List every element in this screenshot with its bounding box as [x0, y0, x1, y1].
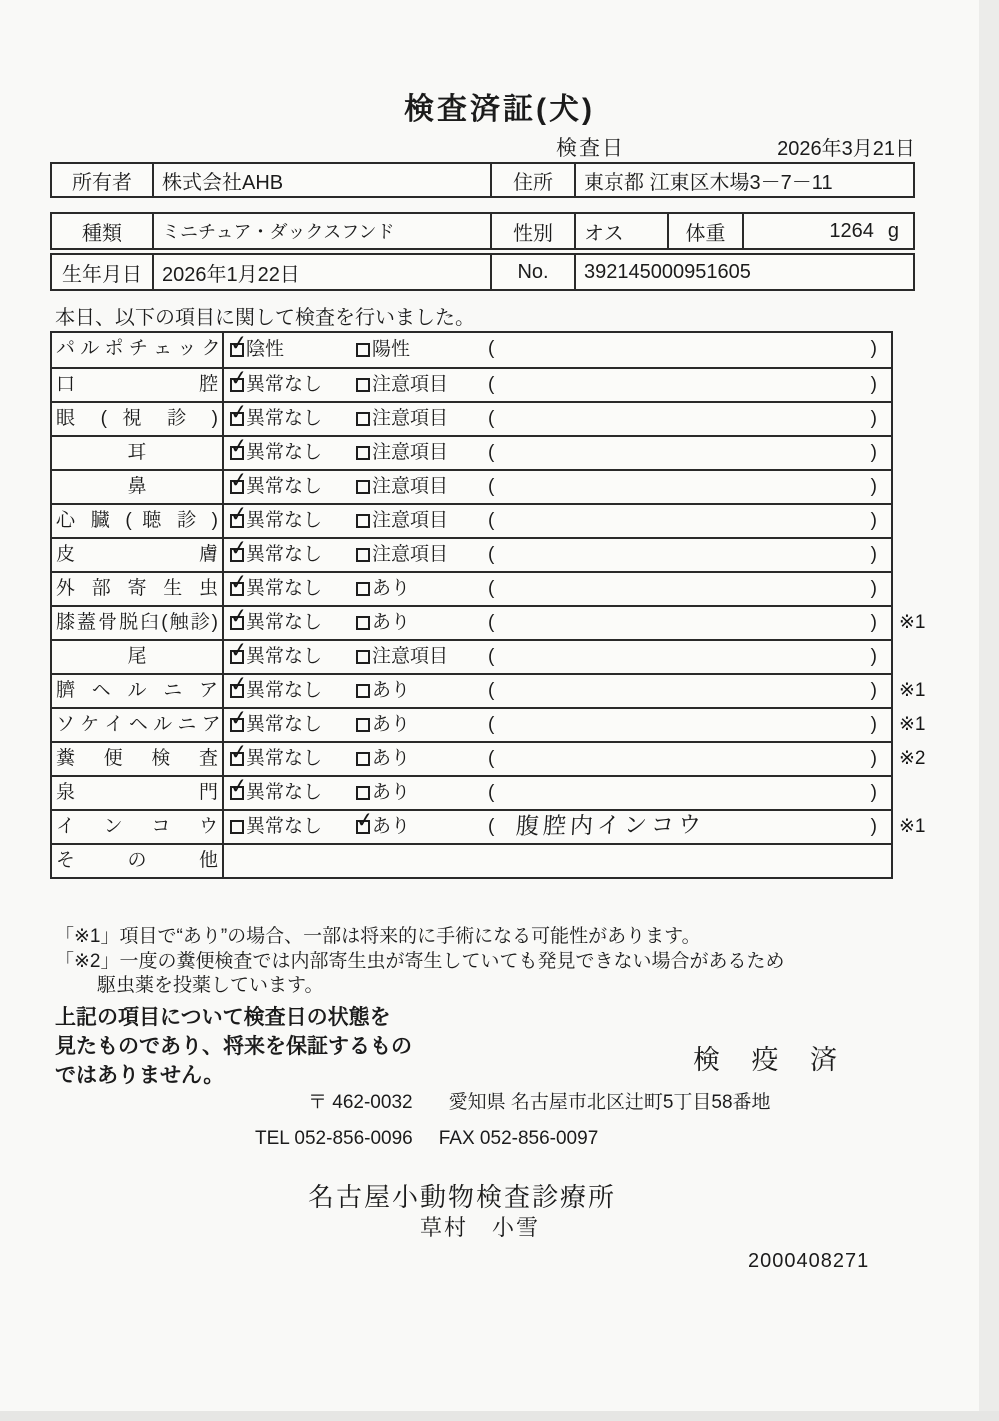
exam-option-2 — [356, 333, 410, 367]
exam-option-2 — [356, 777, 410, 809]
paren-open: ( — [488, 714, 495, 735]
footnote-2-continuation: 駆虫薬を投薬しています。 — [97, 975, 324, 996]
checkbox-icon — [356, 752, 370, 766]
exam-item-label: 鼻 — [52, 471, 224, 503]
owner-value: 株式会社AHB — [152, 164, 490, 196]
owner-label: 所有者 — [72, 171, 132, 194]
exam-item-label: そ の 他 — [52, 845, 224, 877]
exam-item-label: 外 部 寄 生 虫 — [52, 573, 224, 605]
checkbox-icon — [228, 638, 249, 664]
checkbox-icon — [228, 672, 249, 698]
exam-row — [52, 367, 891, 401]
exam-row-content — [224, 536, 891, 571]
check-mark-icon: ✓ — [228, 604, 249, 629]
row-note: ※1 — [899, 816, 926, 837]
paren-open: ( — [488, 578, 495, 599]
exam-row — [52, 843, 891, 877]
exam-row — [52, 775, 891, 809]
exam-option-2-label: 注意項目 — [372, 510, 449, 531]
paren-open: ( — [488, 442, 495, 463]
exam-table — [50, 331, 926, 879]
disclaimer — [55, 1003, 412, 1090]
exam-row — [52, 435, 891, 469]
exam-option-1-label: 異常なし — [246, 816, 323, 837]
checkbox-icon — [356, 616, 370, 630]
exam-option-2-label: 注意項目 — [372, 476, 449, 497]
exam-row-content — [224, 570, 891, 605]
disclaimer-line-1: 上記の項目について検査日の状態を — [55, 1006, 391, 1029]
paren-close: ) — [870, 646, 877, 667]
exam-option-2-label: あり — [372, 680, 411, 701]
intro-statement: 本日、以下の項目に関して検査を行いました。 — [55, 307, 475, 329]
check-mark-icon: ✓ — [228, 434, 249, 459]
paren-open: ( — [488, 816, 495, 837]
check-mark-icon: ✓ — [228, 638, 249, 663]
footnote-2: 「※2」一度の糞便検査では内部寄生虫が寄生していても発見できない場合があるため — [55, 951, 785, 972]
exam-row — [52, 808, 926, 843]
paren-open: ( — [488, 544, 495, 565]
exam-option-1 — [230, 811, 322, 843]
exam-item-label: 膝蓋骨脱臼(触診) — [52, 607, 224, 639]
clinic-address-line — [308, 1087, 771, 1114]
serial-number: 2000408271 — [748, 1250, 870, 1272]
paren-value: 腹腔内インコウ — [515, 811, 706, 839]
exam-option-1 — [228, 638, 323, 673]
paren-open: ( — [488, 476, 495, 497]
exam-row-content — [224, 774, 891, 809]
exam-row — [52, 537, 891, 571]
exam-option-2-label: 注意項目 — [372, 544, 449, 565]
checkbox-icon — [356, 650, 370, 664]
exam-row-content — [224, 333, 891, 367]
exam-row-content — [224, 400, 891, 435]
exam-option-2 — [356, 641, 448, 673]
checkbox-icon — [228, 774, 249, 800]
disclaimer-line-3: ではありません。 — [55, 1064, 225, 1087]
row-note: ※1 — [899, 680, 926, 701]
exam-item-label: ソ ケ イ ヘ ル ニ ア — [52, 709, 224, 741]
exam-option-2-label: 注意項目 — [372, 646, 449, 667]
checkbox-icon — [356, 684, 370, 698]
exam-row-content — [224, 604, 926, 639]
exam-option-2-label: 陽性 — [372, 339, 411, 360]
paren-close: ) — [870, 544, 877, 565]
exam-option-2-label: 注意項目 — [372, 408, 449, 429]
check-mark-icon: ✓ — [228, 740, 249, 765]
exam-item-label: イ ン コ ウ — [52, 811, 224, 843]
birthdate-row — [50, 253, 915, 291]
paren-open: ( — [488, 338, 495, 359]
check-mark-icon: ✓ — [228, 468, 249, 493]
checkbox-icon — [356, 718, 370, 732]
exam-option-1-label: 陰性 — [246, 339, 285, 360]
exam-option-1-label: 異常なし — [246, 374, 323, 395]
weight-cell — [742, 214, 913, 248]
check-mark-icon: ✓ — [354, 808, 375, 833]
breed-label: 種類 — [82, 222, 122, 245]
breed-row — [50, 212, 915, 250]
exam-option-1 — [228, 604, 323, 639]
exam-option-2 — [356, 505, 448, 537]
exam-option-1-label: 異常なし — [246, 680, 323, 701]
paren-close: ) — [870, 680, 877, 701]
checkbox-icon — [228, 604, 249, 630]
exam-row-content — [224, 434, 891, 469]
exam-option-1 — [228, 706, 323, 741]
disclaimer-line-2: 見たものであり、将来を保証するもの — [55, 1035, 412, 1058]
exam-item-label: 尾 — [52, 641, 224, 673]
weight-label: 体重 — [667, 214, 742, 248]
paren-close: ) — [870, 816, 877, 837]
check-mark-icon: ✓ — [228, 536, 249, 561]
checkbox-icon — [354, 808, 375, 834]
paren-close: ) — [870, 408, 877, 429]
scan-edge-bottom — [0, 1411, 999, 1421]
check-mark-icon: ✓ — [228, 331, 249, 356]
sex-label: 性別 — [490, 214, 574, 248]
paren-open: ( — [488, 408, 495, 429]
paren-open: ( — [488, 612, 495, 633]
checkbox-icon — [356, 480, 370, 494]
exam-option-1-label: 異常なし — [246, 612, 323, 633]
exam-row — [52, 571, 891, 605]
birthdate-value: 2026年1月22日 — [152, 255, 490, 289]
check-mark-icon: ✓ — [228, 400, 249, 425]
check-mark-icon: ✓ — [228, 774, 249, 799]
paren-open: ( — [488, 510, 495, 531]
owner-row — [50, 162, 915, 198]
exam-row — [52, 740, 926, 775]
exam-option-2 — [356, 607, 410, 639]
checkbox-icon — [356, 343, 370, 357]
exam-option-2 — [356, 403, 448, 435]
check-mark-icon: ✓ — [228, 366, 249, 391]
checkbox-icon — [356, 514, 370, 528]
clinic-address: 愛知県 名古屋市北区辻町5丁目58番地 — [448, 1092, 771, 1113]
paren-open: ( — [488, 374, 495, 395]
checkbox-icon — [230, 820, 244, 834]
checkbox-icon — [228, 502, 249, 528]
paren-open: ( — [488, 680, 495, 701]
exam-option-2-label: あり — [372, 612, 411, 633]
exam-option-1-label: 異常なし — [246, 782, 323, 803]
paren-close: ) — [870, 442, 877, 463]
exam-option-1-label: 異常なし — [246, 748, 323, 769]
exam-option-1-label: 異常なし — [246, 408, 323, 429]
exam-option-1-label: 異常なし — [246, 544, 323, 565]
row-note: ※1 — [899, 612, 926, 633]
row-note: ※2 — [899, 748, 926, 769]
row-note: ※1 — [899, 714, 926, 735]
birthdate-label: 生年月日 — [62, 263, 142, 286]
exam-option-1-label: 異常なし — [246, 578, 323, 599]
paren-close: ) — [870, 578, 877, 599]
exam-option-1 — [228, 366, 323, 401]
exam-row — [52, 469, 891, 503]
exam-row-content — [224, 706, 926, 741]
exam-row-content — [224, 845, 891, 877]
check-mark-icon: ✓ — [228, 706, 249, 731]
checkbox-icon — [228, 706, 249, 732]
exam-option-2 — [354, 808, 411, 843]
exam-option-1 — [228, 434, 323, 469]
exam-option-1 — [228, 672, 323, 707]
exam-option-2 — [356, 539, 448, 571]
exam-row-content — [224, 638, 891, 673]
checkbox-icon — [228, 331, 249, 357]
exam-item-label: 皮 膚 — [52, 539, 224, 571]
exam-row-content — [224, 366, 891, 401]
clinic-name: 名古屋小動物検査診療所 — [308, 1182, 617, 1212]
paren-close: ) — [870, 782, 877, 803]
exam-option-2-label: あり — [372, 714, 411, 735]
checkbox-icon — [228, 570, 249, 596]
weight-value: 1264 — [829, 219, 874, 242]
check-mark-icon: ✓ — [228, 570, 249, 595]
paren-open: ( — [488, 748, 495, 769]
exam-row — [52, 706, 926, 741]
exam-option-2-label: あり — [372, 578, 411, 599]
paren-close: ) — [870, 374, 877, 395]
veterinarian-name: 草村 小雪 — [420, 1215, 541, 1240]
paren-open: ( — [488, 782, 495, 803]
exam-option-1-label: 異常なし — [246, 714, 323, 735]
exam-option-1 — [228, 740, 323, 775]
exam-option-2 — [356, 675, 410, 707]
checkbox-icon — [356, 548, 370, 562]
exam-option-2-label: あり — [372, 816, 411, 837]
exam-option-1 — [228, 400, 323, 435]
clinic-phone-line — [255, 1128, 598, 1150]
checkbox-icon — [356, 786, 370, 800]
exam-item-label: 眼 ( 視 診 ) — [52, 403, 224, 435]
checkbox-icon — [356, 378, 370, 392]
paren-close: ) — [870, 338, 877, 359]
exam-option-2-label: 注意項目 — [372, 374, 449, 395]
checkbox-icon — [228, 536, 249, 562]
footnote-1: 「※1」項目で“あり”の場合、一部は将来的に手術になる可能性があります。 — [55, 926, 701, 947]
exam-option-2 — [356, 471, 448, 503]
quarantine-stamp: 検 疫 済 — [693, 1045, 850, 1075]
paren-close: ) — [870, 748, 877, 769]
inspection-date-value: 2026年3月21日 — [777, 138, 915, 160]
sex-value: オス — [574, 214, 667, 248]
exam-row — [52, 672, 926, 707]
checkbox-icon — [228, 366, 249, 392]
checkbox-icon — [228, 740, 249, 766]
clinic-postal-code: 〒 462-0032 — [308, 1092, 413, 1113]
exam-option-2 — [356, 369, 448, 401]
exam-option-1-label: 異常なし — [246, 646, 323, 667]
exam-option-1-label: 異常なし — [246, 510, 323, 531]
scan-edge-right — [979, 0, 999, 1421]
clinic-tel: TEL 052-856-0096 — [255, 1128, 413, 1149]
exam-option-1 — [228, 774, 323, 809]
exam-item-label: 泉 門 — [52, 777, 224, 809]
exam-item-label: パ ル ポ チ ェ ッ ク — [52, 333, 224, 367]
exam-item-label: 耳 — [52, 437, 224, 469]
exam-item-label: 臍 ヘ ル ニ ア — [52, 675, 224, 707]
exam-option-2-label: 注意項目 — [372, 442, 449, 463]
exam-row-content — [224, 740, 926, 775]
exam-option-1 — [230, 333, 284, 367]
exam-row-content — [224, 808, 926, 843]
paren-close: ) — [870, 612, 877, 633]
exam-row — [52, 639, 891, 673]
exam-item-label: 糞 便 検 査 — [52, 743, 224, 775]
exam-option-1 — [228, 570, 323, 605]
exam-item-label: 口 腔 — [52, 369, 224, 401]
checkbox-icon — [356, 412, 370, 426]
exam-option-2-label: あり — [372, 782, 411, 803]
paren-close: ) — [870, 714, 877, 735]
checkbox-icon — [228, 434, 249, 460]
exam-row-content — [224, 672, 926, 707]
page-title: 検査済証(犬) — [404, 93, 595, 126]
exam-option-2 — [356, 573, 410, 605]
exam-option-2 — [356, 437, 448, 469]
paren-open: ( — [488, 646, 495, 667]
address-value: 東京都 江東区木場3－7－11 — [574, 164, 913, 196]
checkbox-icon — [228, 468, 249, 494]
weight-unit: g — [887, 219, 899, 242]
exam-option-2-label: あり — [372, 748, 411, 769]
address-label: 住所 — [490, 164, 574, 196]
id-number-label: No. — [490, 255, 574, 289]
exam-option-1-label: 異常なし — [246, 476, 323, 497]
exam-option-2 — [356, 709, 410, 741]
check-mark-icon: ✓ — [228, 502, 249, 527]
exam-option-1 — [228, 502, 323, 537]
check-mark-icon: ✓ — [228, 672, 249, 697]
checkbox-icon — [356, 582, 370, 596]
exam-row — [52, 333, 891, 367]
exam-row-content — [224, 468, 891, 503]
exam-option-1-label: 異常なし — [246, 442, 323, 463]
id-number-value: 392145000951605 — [574, 255, 913, 289]
checkbox-icon — [228, 400, 249, 426]
exam-row-content — [224, 502, 891, 537]
paren-close: ) — [870, 476, 877, 497]
paren-close: ) — [870, 510, 877, 531]
exam-row — [52, 401, 891, 435]
inspection-date-label: 検査日 — [556, 137, 625, 160]
checkbox-icon — [356, 446, 370, 460]
exam-row — [52, 503, 891, 537]
exam-row — [52, 604, 926, 639]
exam-option-2 — [356, 743, 410, 775]
clinic-fax: FAX 052-856-0097 — [438, 1128, 599, 1149]
breed-value: ミニチュア・ダックスフンド — [152, 214, 490, 248]
exam-item-label: 心 臓 ( 聴 診 ) — [52, 505, 224, 537]
exam-option-1 — [228, 468, 323, 503]
exam-option-1 — [228, 536, 323, 571]
